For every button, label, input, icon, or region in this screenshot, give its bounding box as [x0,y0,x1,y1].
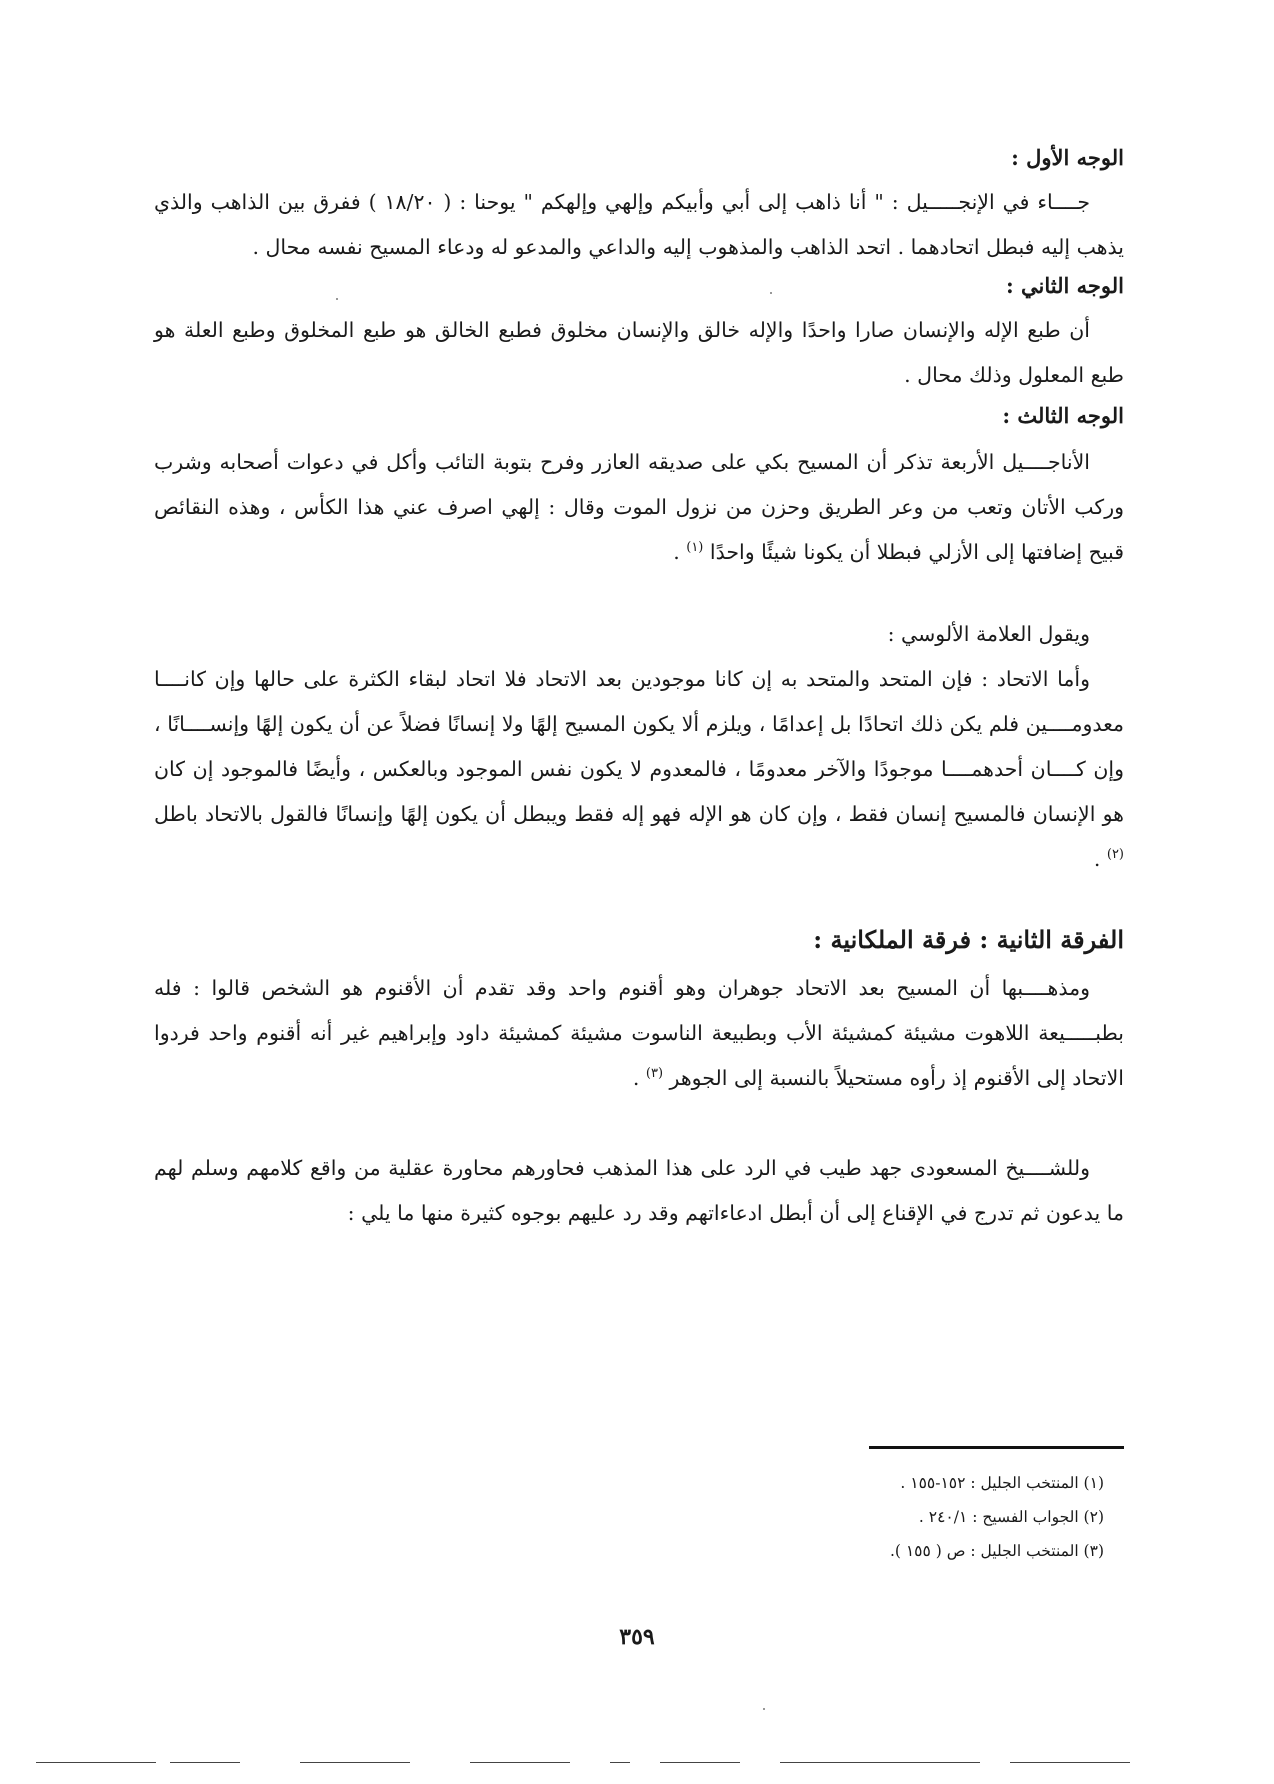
alusi-paragraph [154,657,1124,882]
second-aspect-paragraph: أن طبع الإله والإنسان صارا واحدًا والإله خالق والإنسان مخلوق فطبع الخالق هو طبع المخلوق وطبع العلة هو طبع المعلول وذلك محال . [154,318,1124,387]
melkite-body [154,966,1124,1101]
alusi-intro: ويقول العلامة الألوسي : [887,622,1090,646]
scan-edge-line [780,1762,980,1763]
masoudi-paragraph: وللشــــيخ المسعودى جهد طيب في الرد على هذا المذهب فحاورهم محاورة عقلية من واقع كلامهم وسلم لهم ما يدعون ثم تدرج في الإقناع إلى أن أبطل ادعاءاتهم وقد رد عليهم بوجوه كثيرة منها ما يلي : [154,1156,1124,1225]
melkite-text: ومذهــــبها أن المسيح بعد الاتحاد جوهران وهو أقنوم واحد وقد تقدم أن الأقنوم هو الشخص قالوا : فله بطبـــــيعة اللاهوت مشيئة كمشيئة الأب وبطبيعة الناسوت مشيئة كمشيئة داود وإبراهيم غير أنه أقنوم واحد فردوا الاتحاد إلى الأقنوم إذ رأوه مستحيلاً بالنسبة إلى الجوهر [154,976,1124,1090]
heading-second-aspect: الوجه الثاني : [1005,273,1124,298]
third-aspect-paragraph [154,440,1124,575]
scan-edge-line [660,1762,740,1763]
masoudi-body [154,1146,1124,1236]
scan-edge-line [470,1762,570,1763]
page-number: ٣٥٩ [619,1624,655,1650]
third-aspect-end: . [673,540,687,564]
footnote-2: (٢) الجواب الفسيح : ٢٤٠/١ . [918,1508,1104,1526]
heading-first-aspect: الوجه الأول : [1011,145,1124,170]
footnotes [890,1466,1104,1568]
melkite-paragraph [154,966,1124,1101]
footnote-1: (١) المنتخب الجليل : ١٥٢-١٥٥ . [900,1474,1104,1492]
scan-edge-line [1010,1762,1130,1763]
footnote-ref-2: (٢) [1106,847,1124,863]
scan-speck [763,1708,765,1710]
alusi-end: . [1093,847,1107,871]
melkite-end: . [632,1066,646,1090]
scan-edge-line [610,1762,630,1763]
third-aspect-body [154,440,1124,575]
scan-edge-line [300,1762,410,1763]
scan-speck [770,292,772,294]
footnote-ref-1: (١) [686,540,704,556]
scan-edge-line [36,1762,156,1763]
first-aspect-paragraph: جــــاء في الإنجـــــيل : " أنا ذاهب إلى أبي وأبيكم وإلهي وإلهكم " يوحنا : ( ١٨/٢٠ ) ففرق بين الذاهب والذي يذهب إليه فبطل اتحادهما . اتحد الذاهب والمذهوب إليه والداعي والمدعو له ودعاء المسيح نفسه محال . [154,190,1124,259]
heading-melkite-sect: الفرقة الثانية : فرقة الملكانية : [813,925,1124,954]
alusi-quote-block [154,612,1124,882]
footnote-3: (٣) المنتخب الجليل : ص ( ١٥٥ ). [889,1542,1104,1560]
third-aspect-text: الأناجــــيل الأربعة تذكر أن المسيح بكي على صديقه العازر وفرح بتوبة التائب وأكل في دعوات أصحابه وشرب وركب الأتان وتعب من وعر الطريق وحزن من نزول الموت وقال : إلهي اصرف عني هذا الكأس ، وهذه النقائص قبيح إضافتها إلى الأزلي فبطلا أن يكونا شيئًا واحدًا [154,450,1124,564]
scan-speck [336,298,338,300]
scan-edge-line [170,1762,240,1763]
footnote-separator [869,1446,1124,1449]
heading-third-aspect: الوجه الثالث : [1002,403,1124,428]
first-aspect-body [154,180,1124,270]
footnote-ref-3: (٣) [645,1066,664,1082]
second-aspect-body [154,308,1124,398]
alusi-text: وأما الاتحاد : فإن المتحد والمتحد به إن كانا موجودين بعد الاتحاد فلا اتحاد لبقاء الكثرة على حالها وإن كانــــا معدومــــين فلم يكن ذلك اتحادًا بل إعدامًا ، ويلزم ألا يكون المسيح إلهًا ولا إنسانًا فضلاً عن أن يكون إلهًا وإنســــانًا ، وإن كــــان أحدهمــــا موجودًا والآخر معدومًا ، فالمعدوم لا يكون نفس الموجود وبالعكس ، وأيضًا فالموجود إن كان هو الإنسان فالمسيح إنسان فقط ، وإن كان هو الإله فهو إله فقط ويبطل أن يكون إلهًا وإنسانًا فالقول بالاتحاد باطل [154,667,1124,826]
